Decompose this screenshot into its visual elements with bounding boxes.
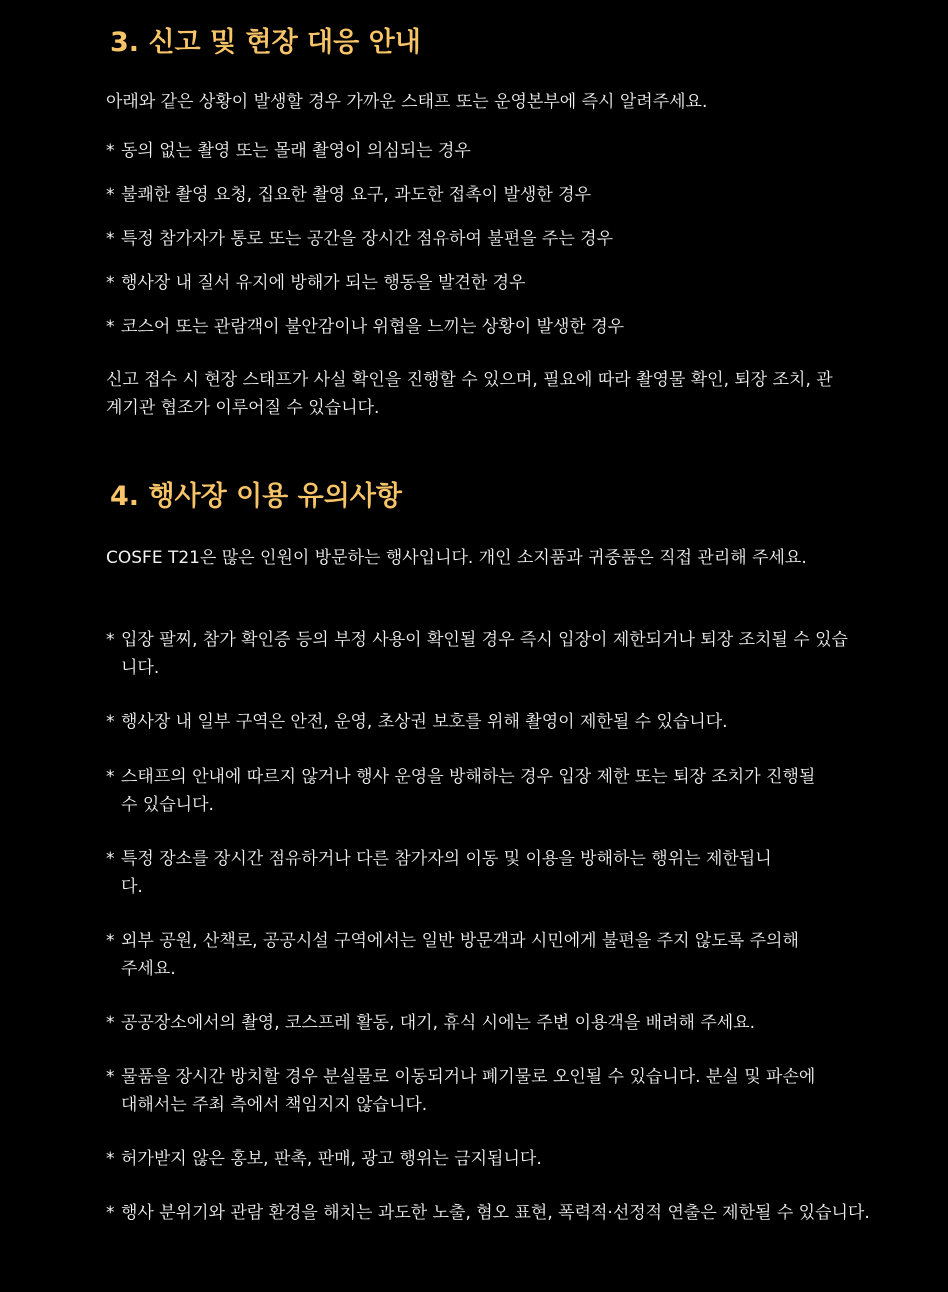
list-item-text: 특정 참가자가 통로 또는 공간을 장시간 점유하여 불편을 주는 경우 <box>121 229 614 249</box>
list-item <box>106 927 816 983</box>
list-item <box>106 137 866 165</box>
list-item-text: 공공장소에서의 촬영, 코스프레 활동, 대기, 휴식 시에는 주변 이용객을 배려해 주세요. <box>121 1013 756 1033</box>
list-item <box>106 845 786 901</box>
list-item <box>106 269 866 297</box>
list-item-text: 허가받지 않은 홍보, 판촉, 판매, 광고 행위는 금지됩니다. <box>121 1149 542 1169</box>
list-item <box>106 1063 836 1119</box>
bullet-mark: * <box>106 630 115 650</box>
bullet-mark: * <box>106 1149 115 1169</box>
list-item <box>106 181 866 209</box>
bullet-mark: * <box>106 931 115 951</box>
bullet-mark: * <box>106 712 115 732</box>
bullet-mark: * <box>106 849 115 869</box>
list-item <box>106 1199 871 1227</box>
list-item <box>106 313 866 341</box>
list-item-text: 코스어 또는 관람객이 불안감이나 위협을 느끼는 상황이 발생한 경우 <box>121 317 625 337</box>
list-item-text: 특정 장소를 장시간 점유하거나 다른 참가자의 이동 및 이용을 방해하는 행위는 제한됩니다. <box>121 849 772 897</box>
list-item <box>106 1145 866 1173</box>
bullet-mark: * <box>106 1067 115 1087</box>
list-item-text: 물품을 장시간 방치할 경우 분실물로 이동되거나 폐기물로 오인될 수 있습니다. 분실 및 파손에 대해서는 주최 측에서 책임지지 않습니다. <box>121 1067 816 1115</box>
section-3-closing: 신고 접수 시 현장 스태프가 사실 확인을 진행할 수 있으며, 필요에 따라 촬영물 확인, 퇴장 조치, 관계기관 협조가 이루어질 수 있습니다. <box>106 370 833 418</box>
bullet-mark: * <box>106 185 115 205</box>
list-item <box>106 626 856 682</box>
section-4-intro: COSFE T21은 많은 인원이 방문하는 행사입니다. 개인 소지품과 귀중품은 직접 관리해 주세요. <box>106 548 807 568</box>
bullet-mark: * <box>106 1013 115 1033</box>
list-item-text: 행사장 내 일부 구역은 안전, 운영, 초상권 보호를 위해 촬영이 제한될 수 있습니다. <box>121 712 728 732</box>
list-item-text: 입장 팔찌, 참가 확인증 등의 부정 사용이 확인될 경우 즉시 입장이 제한되거나 퇴장 조치될 수 있습니다. <box>121 630 848 678</box>
list-item-text: 불쾌한 촬영 요청, 집요한 촬영 요구, 과도한 접촉이 발생한 경우 <box>121 185 591 205</box>
bullet-mark: * <box>106 229 115 249</box>
list-item-text: 동의 없는 촬영 또는 몰래 촬영이 의심되는 경우 <box>121 141 471 161</box>
list-item-text: 행사장 내 질서 유지에 방해가 되는 행동을 발견한 경우 <box>121 273 526 293</box>
bullet-mark: * <box>106 767 115 787</box>
list-item-text: 외부 공원, 산책로, 공공시설 구역에서는 일반 방문객과 시민에게 불편을 주지 않도록 주의해 주세요. <box>121 931 799 979</box>
list-item <box>106 225 866 253</box>
section-4-title: 4. 행사장 이용 유의사항 <box>110 481 402 512</box>
list-item-text: 스태프의 안내에 따르지 않거나 행사 운영을 방해하는 경우 입장 제한 또는 퇴장 조치가 진행될 수 있습니다. <box>121 767 816 815</box>
bullet-mark: * <box>106 1203 115 1223</box>
bullet-mark: * <box>106 273 115 293</box>
bullet-mark: * <box>106 141 115 161</box>
bullet-mark: * <box>106 317 115 337</box>
section-3-intro: 아래와 같은 상황이 발생할 경우 가까운 스태프 또는 운영본부에 즉시 알려주세요. <box>106 92 708 112</box>
list-item-text: 행사 분위기와 관람 환경을 해치는 과도한 노출, 혐오 표현, 폭력적·선정적 연출은 제한될 수 있습니다. <box>121 1203 870 1223</box>
list-item <box>106 763 836 819</box>
section-3-title: 3. 신고 및 현장 대응 안내 <box>110 27 421 58</box>
list-item <box>106 1009 866 1037</box>
list-item <box>106 708 866 736</box>
